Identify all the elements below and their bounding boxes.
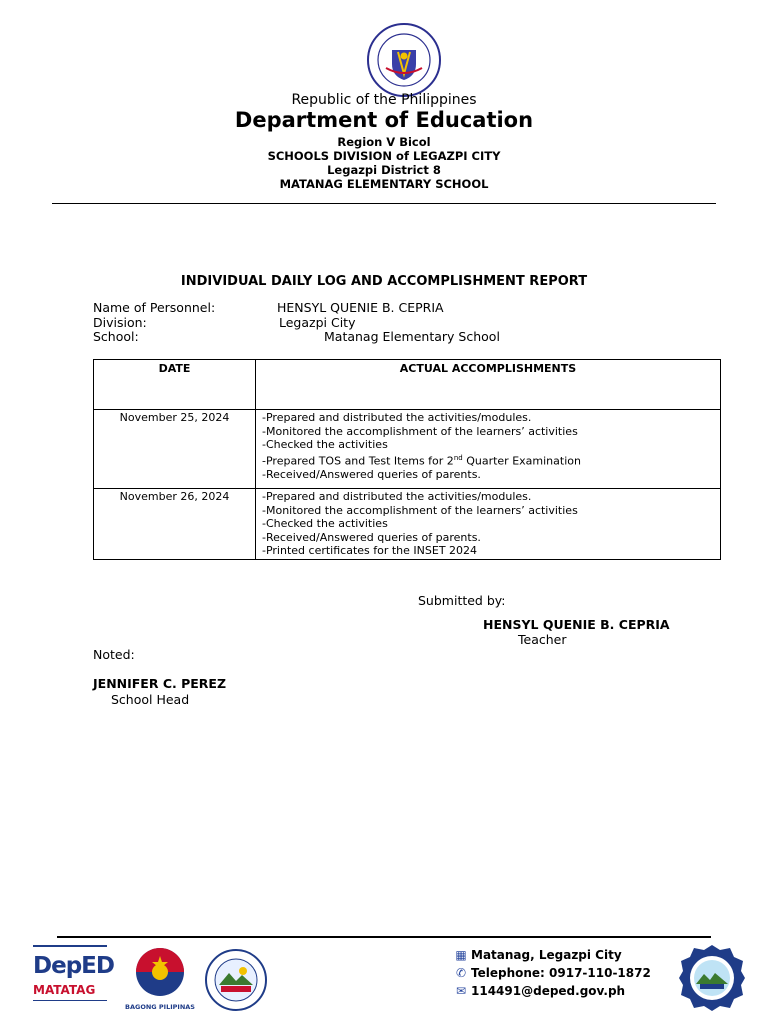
list-item: -Checked the activities: [262, 517, 388, 530]
region-line: Region V Bicol: [337, 135, 431, 149]
phone-icon: ✆: [455, 966, 467, 980]
logo-bottom-rule: [33, 1000, 107, 1001]
accomplishment-table: [93, 359, 721, 560]
list-item: [262, 452, 714, 468]
schools-division-seal: [205, 949, 267, 1011]
division-value: Legazpi City: [279, 315, 356, 330]
bagong-pilipinas-text: BAGONG PILIPINAS: [125, 1003, 195, 1011]
noted-label: Noted:: [93, 647, 135, 662]
list-item: -Received/Answered queries of parents.: [262, 467, 481, 481]
district-line: Legazpi District 8: [327, 163, 441, 177]
deped-matatag-logo: [33, 945, 114, 1011]
list-item: -Received/Answered queries of parents.: [262, 530, 481, 544]
telephone-line: [454, 966, 651, 980]
address-text: Matanag, Legazpi City: [471, 948, 622, 962]
address-line: [454, 948, 622, 962]
list-item: -Monitored the accomplishment of the learners’ activities: [262, 503, 578, 517]
submitter-name: HENSYL QUENIE B. CEPRIA: [483, 617, 670, 632]
telephone-text: Telephone: 0917-110-1872: [471, 966, 651, 980]
matanag-school-seal: [678, 944, 746, 1012]
school-line: MATANAG ELEMENTARY SCHOOL: [279, 177, 489, 191]
head-name: JENNIFER C. PEREZ: [93, 676, 227, 691]
logo-top-rule: [33, 945, 107, 947]
row-accomplishments: [256, 410, 721, 489]
division-line: SCHOOLS DIVISION of LEGAZPI CITY: [267, 149, 501, 163]
list-item-text: -Prepared TOS and Test Items for 2: [262, 454, 454, 468]
table-row: [94, 410, 721, 489]
school-value: Matanag Elementary School: [324, 329, 500, 344]
mail-icon: ✉: [455, 984, 467, 998]
building-icon: ▦: [455, 948, 467, 962]
matatag-logo-text: MATATAG: [33, 983, 96, 997]
email-text: 114491@deped.gov.ph: [471, 984, 626, 998]
row-accomplishments: [256, 489, 721, 560]
head-role: School Head: [111, 692, 190, 707]
republic-heading: Republic of the Philippines: [291, 92, 477, 108]
deped-logo-text: DepED: [33, 953, 114, 979]
table-row: [94, 489, 721, 560]
submitter-role: Teacher: [518, 632, 567, 647]
personnel-value: HENSYL QUENIE B. CEPRIA: [277, 300, 444, 315]
personnel-label: Name of Personnel:: [93, 300, 216, 315]
header-divider: [52, 203, 716, 204]
footer-divider: [57, 936, 711, 938]
row-date: November 26, 2024: [94, 489, 256, 560]
email-line: [454, 984, 625, 998]
list-item-text-end: Quarter Examination: [462, 454, 581, 468]
bagong-pilipinas-logo: [121, 946, 199, 1012]
list-item: -Prepared and distributed the activities/modules.: [262, 411, 532, 424]
list-item: -Monitored the accomplishment of the learners’ activities: [262, 424, 578, 438]
list-item: -Prepared and distributed the activities/modules.: [262, 490, 532, 503]
ordinal-suffix: nd: [453, 453, 463, 462]
table-header-row: [94, 360, 721, 410]
list-item: -Checked the activities: [262, 438, 388, 451]
submitted-by-label: Submitted by:: [418, 593, 506, 608]
division-label: Division:: [93, 315, 147, 330]
deped-seal-logo: [366, 22, 442, 98]
report-title: INDIVIDUAL DAILY LOG AND ACCOMPLISHMENT REPORT: [180, 274, 588, 289]
school-label: School:: [93, 329, 139, 344]
accomplishments-column-header: ACTUAL ACCOMPLISHMENTS: [256, 360, 721, 410]
department-heading: Department of Education: [234, 108, 534, 132]
date-column-header: DATE: [94, 360, 256, 410]
row-date: November 25, 2024: [94, 410, 256, 489]
list-item: -Printed certificates for the INSET 2024: [262, 544, 478, 557]
